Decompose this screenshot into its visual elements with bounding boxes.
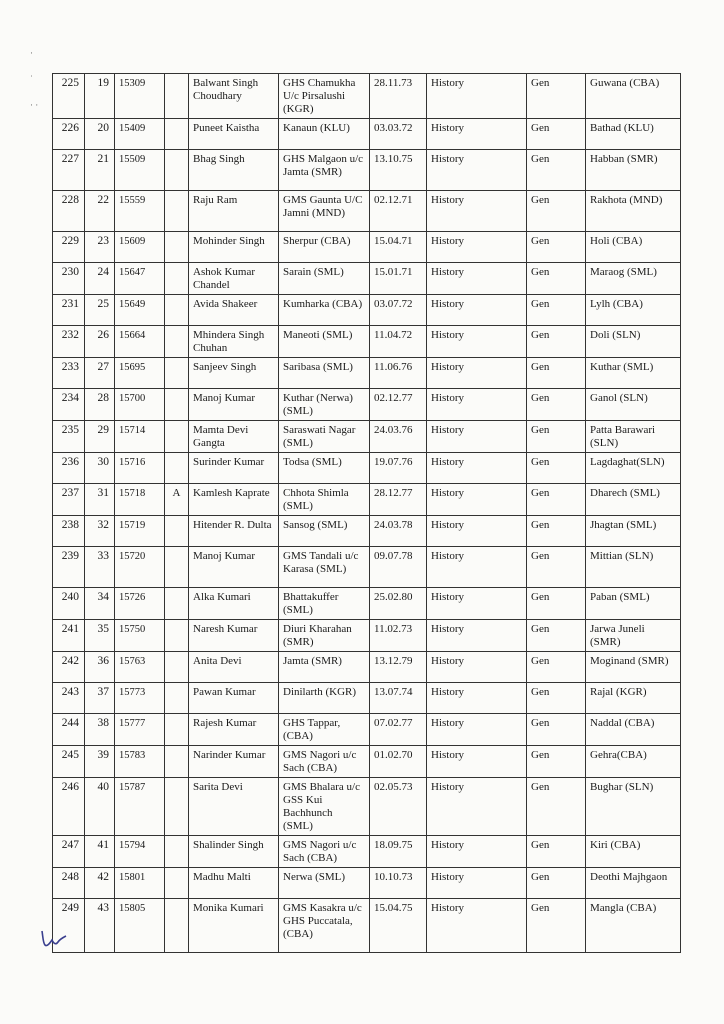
table-cell: Todsa (SML) xyxy=(279,453,370,484)
table-cell: History xyxy=(427,326,527,358)
table-cell: 15719 xyxy=(115,516,165,547)
table-cell: 244 xyxy=(53,714,85,746)
table-cell xyxy=(165,74,189,119)
table-cell: 26 xyxy=(85,326,115,358)
table-cell: Mohinder Singh xyxy=(189,232,279,263)
table-cell: 19.07.76 xyxy=(370,453,427,484)
table-row xyxy=(53,421,681,453)
table-cell: 39 xyxy=(85,746,115,778)
table-cell: 03.03.72 xyxy=(370,119,427,150)
table-cell: Kiri (CBA) xyxy=(586,836,681,868)
signature-mark xyxy=(38,925,68,949)
table-cell: Ganol (SLN) xyxy=(586,389,681,421)
table-cell: Narinder Kumar xyxy=(189,746,279,778)
table-cell: Kuthar (SML) xyxy=(586,358,681,389)
table-cell: Raju Ram xyxy=(189,191,279,232)
table-cell: 34 xyxy=(85,588,115,620)
table-row xyxy=(53,652,681,683)
table-cell: 15720 xyxy=(115,547,165,588)
margin-marks xyxy=(30,40,38,118)
table-cell xyxy=(165,683,189,714)
table-cell: Gen xyxy=(527,389,586,421)
table-cell: History xyxy=(427,714,527,746)
table-cell: History xyxy=(427,652,527,683)
table-cell: History xyxy=(427,119,527,150)
table-row xyxy=(53,746,681,778)
table-cell: 234 xyxy=(53,389,85,421)
table-cell: 15777 xyxy=(115,714,165,746)
table-cell xyxy=(165,326,189,358)
table-row xyxy=(53,868,681,899)
table-cell: 02.12.77 xyxy=(370,389,427,421)
table-cell: 15559 xyxy=(115,191,165,232)
table-cell: 21 xyxy=(85,150,115,191)
table-cell: 41 xyxy=(85,836,115,868)
table-row xyxy=(53,74,681,119)
table-cell: Gen xyxy=(527,547,586,588)
table-cell xyxy=(165,295,189,326)
table-cell: Jamta (SMR) xyxy=(279,652,370,683)
table-cell: 15783 xyxy=(115,746,165,778)
table-cell: Jhagtan (SML) xyxy=(586,516,681,547)
table-cell: Gen xyxy=(527,191,586,232)
table-cell: Saribasa (SML) xyxy=(279,358,370,389)
table-row xyxy=(53,547,681,588)
table-cell: Gen xyxy=(527,295,586,326)
table-cell xyxy=(165,453,189,484)
table-cell: Sarain (SML) xyxy=(279,263,370,295)
table-cell: Gen xyxy=(527,746,586,778)
table-cell: 246 xyxy=(53,778,85,836)
table-row xyxy=(53,453,681,484)
table-row xyxy=(53,295,681,326)
table-cell xyxy=(165,652,189,683)
table-cell: Moginand (SMR) xyxy=(586,652,681,683)
table-cell: 32 xyxy=(85,516,115,547)
table-cell: History xyxy=(427,778,527,836)
table-cell: 11.04.72 xyxy=(370,326,427,358)
table-cell: Kamlesh Kaprate xyxy=(189,484,279,516)
table-cell: Bhag Singh xyxy=(189,150,279,191)
table-row xyxy=(53,232,681,263)
table-cell: Mangla (CBA) xyxy=(586,899,681,953)
table-cell: 30 xyxy=(85,453,115,484)
table-cell: Diuri Kharahan (SMR) xyxy=(279,620,370,652)
table-cell: 15409 xyxy=(115,119,165,150)
table-cell: 232 xyxy=(53,326,85,358)
table-cell: Gen xyxy=(527,119,586,150)
table-cell: 238 xyxy=(53,516,85,547)
table-cell: Sherpur (CBA) xyxy=(279,232,370,263)
table-cell: Gen xyxy=(527,778,586,836)
table-cell: 15718 xyxy=(115,484,165,516)
table-cell: History xyxy=(427,484,527,516)
table-cell: 02.05.73 xyxy=(370,778,427,836)
table-cell: 15801 xyxy=(115,868,165,899)
table-cell: 13.07.74 xyxy=(370,683,427,714)
table-body xyxy=(53,74,681,953)
table-cell: 15794 xyxy=(115,836,165,868)
table-cell: 22 xyxy=(85,191,115,232)
table-cell: Paban (SML) xyxy=(586,588,681,620)
table-cell: Manoj Kumar xyxy=(189,389,279,421)
table-cell: 227 xyxy=(53,150,85,191)
table-cell: History xyxy=(427,620,527,652)
table-cell: Sansog (SML) xyxy=(279,516,370,547)
table-cell: History xyxy=(427,547,527,588)
table-cell: 15726 xyxy=(115,588,165,620)
table-cell: Kuthar (Nerwa) (SML) xyxy=(279,389,370,421)
table-cell: Lylh (CBA) xyxy=(586,295,681,326)
table-cell: GMS Nagori u/c Sach (CBA) xyxy=(279,836,370,868)
table-cell: Gen xyxy=(527,652,586,683)
table-cell xyxy=(165,389,189,421)
table-cell xyxy=(165,150,189,191)
table-cell xyxy=(165,191,189,232)
table-cell: Hitender R. Dulta xyxy=(189,516,279,547)
table-cell: 35 xyxy=(85,620,115,652)
table-cell: Gen xyxy=(527,588,586,620)
table-cell: 15609 xyxy=(115,232,165,263)
table-cell: History xyxy=(427,453,527,484)
table-cell: Shalinder Singh xyxy=(189,836,279,868)
table-cell: History xyxy=(427,74,527,119)
table-row xyxy=(53,263,681,295)
table-cell: 13.10.75 xyxy=(370,150,427,191)
table-row xyxy=(53,899,681,953)
table-cell: Habban (SMR) xyxy=(586,150,681,191)
table-cell: 28.12.77 xyxy=(370,484,427,516)
table-cell: History xyxy=(427,746,527,778)
table-cell: 233 xyxy=(53,358,85,389)
table-cell: 229 xyxy=(53,232,85,263)
table-cell: 42 xyxy=(85,868,115,899)
table-cell: GMS Bhalara u/c GSS Kui Bachhunch (SML) xyxy=(279,778,370,836)
table-cell xyxy=(165,232,189,263)
table-cell: Rakhota (MND) xyxy=(586,191,681,232)
table-cell: 15664 xyxy=(115,326,165,358)
table-cell: Avida Shakeer xyxy=(189,295,279,326)
table-cell: Gen xyxy=(527,899,586,953)
table-cell: 27 xyxy=(85,358,115,389)
table-cell: Mhindera Singh Chuhan xyxy=(189,326,279,358)
table-cell: Gen xyxy=(527,714,586,746)
table-cell: History xyxy=(427,899,527,953)
table-cell: Saraswati Nagar (SML) xyxy=(279,421,370,453)
table-cell xyxy=(165,588,189,620)
table-cell: 15649 xyxy=(115,295,165,326)
margin-mark: ˙ xyxy=(30,74,33,84)
table-cell: Gen xyxy=(527,150,586,191)
table-cell: 11.02.73 xyxy=(370,620,427,652)
table-cell: 231 xyxy=(53,295,85,326)
table-cell: 13.12.79 xyxy=(370,652,427,683)
table-cell: Mittian (SLN) xyxy=(586,547,681,588)
table-cell: 25 xyxy=(85,295,115,326)
table-row xyxy=(53,326,681,358)
table-cell: Surinder Kumar xyxy=(189,453,279,484)
table-cell: History xyxy=(427,150,527,191)
table-row xyxy=(53,484,681,516)
table-cell: Gen xyxy=(527,232,586,263)
table-cell: History xyxy=(427,295,527,326)
table-cell: 15763 xyxy=(115,652,165,683)
table-cell: 24.03.76 xyxy=(370,421,427,453)
table-cell: Nerwa (SML) xyxy=(279,868,370,899)
table-cell: Manoj Kumar xyxy=(189,547,279,588)
table-cell: 20 xyxy=(85,119,115,150)
table-cell: Mamta Devi Gangta xyxy=(189,421,279,453)
table-cell: 37 xyxy=(85,683,115,714)
table-cell: GMS Gaunta U/C Jamni (MND) xyxy=(279,191,370,232)
table-cell: Gen xyxy=(527,620,586,652)
table-cell: 19 xyxy=(85,74,115,119)
table-cell: 02.12.71 xyxy=(370,191,427,232)
table-cell: Jarwa Juneli (SMR) xyxy=(586,620,681,652)
table-cell: History xyxy=(427,358,527,389)
table-row xyxy=(53,683,681,714)
table-cell: Naddal (CBA) xyxy=(586,714,681,746)
table-cell: GHS Malgaon u/c Jamta (SMR) xyxy=(279,150,370,191)
table-cell: History xyxy=(427,421,527,453)
table-cell: Alka Kumari xyxy=(189,588,279,620)
table-cell: Pawan Kumar xyxy=(189,683,279,714)
table-cell xyxy=(165,516,189,547)
table-cell: 36 xyxy=(85,652,115,683)
table-row xyxy=(53,389,681,421)
table-cell: History xyxy=(427,232,527,263)
table-cell: 15647 xyxy=(115,263,165,295)
table-cell: Gen xyxy=(527,868,586,899)
margin-mark: · · xyxy=(30,100,39,110)
table-cell: GMS Kasakra u/c GHS Puccatala, (CBA) xyxy=(279,899,370,953)
table-cell xyxy=(165,836,189,868)
table-cell: GMS Tandali u/c Karasa (SML) xyxy=(279,547,370,588)
table-cell xyxy=(165,746,189,778)
table-cell: A xyxy=(165,484,189,516)
table-cell: Anita Devi xyxy=(189,652,279,683)
table-cell: Gehra(CBA) xyxy=(586,746,681,778)
table-cell: 226 xyxy=(53,119,85,150)
table-cell: Patta Barawari (SLN) xyxy=(586,421,681,453)
table-cell: 245 xyxy=(53,746,85,778)
table-cell: 248 xyxy=(53,868,85,899)
table-cell: Lagdaghat(SLN) xyxy=(586,453,681,484)
table-cell xyxy=(165,421,189,453)
table-cell: History xyxy=(427,263,527,295)
table-cell: History xyxy=(427,868,527,899)
table-cell: 33 xyxy=(85,547,115,588)
table-cell: History xyxy=(427,516,527,547)
margin-mark: · xyxy=(30,48,33,58)
table-cell: 247 xyxy=(53,836,85,868)
table-cell: Holi (CBA) xyxy=(586,232,681,263)
table-cell: 228 xyxy=(53,191,85,232)
table-cell: Bathad (KLU) xyxy=(586,119,681,150)
table-cell: Dinilarth (KGR) xyxy=(279,683,370,714)
table-cell: Kanaun (KLU) xyxy=(279,119,370,150)
table-cell: Gen xyxy=(527,516,586,547)
table-cell: Gen xyxy=(527,263,586,295)
table-cell: History xyxy=(427,836,527,868)
table-cell: 23 xyxy=(85,232,115,263)
table-cell: 249 xyxy=(53,899,85,953)
table-cell: 38 xyxy=(85,714,115,746)
table-cell: 24 xyxy=(85,263,115,295)
table-row xyxy=(53,588,681,620)
table-cell: 15716 xyxy=(115,453,165,484)
table-cell: 15695 xyxy=(115,358,165,389)
table-cell: 237 xyxy=(53,484,85,516)
table-cell: 15509 xyxy=(115,150,165,191)
table-cell: Rajesh Kumar xyxy=(189,714,279,746)
table-cell: Monika Kumari xyxy=(189,899,279,953)
table-cell: 15.04.71 xyxy=(370,232,427,263)
table-row xyxy=(53,714,681,746)
table-cell: 15773 xyxy=(115,683,165,714)
table-cell: Gen xyxy=(527,836,586,868)
table-cell: 15714 xyxy=(115,421,165,453)
table-cell: Doli (SLN) xyxy=(586,326,681,358)
table-row xyxy=(53,516,681,547)
table-cell: 240 xyxy=(53,588,85,620)
table-cell: GHS Chamukha U/c Pirsalushi (KGR) xyxy=(279,74,370,119)
table-cell: 10.10.73 xyxy=(370,868,427,899)
table-cell: 15309 xyxy=(115,74,165,119)
table-cell: GMS Nagori u/c Sach (CBA) xyxy=(279,746,370,778)
table-cell: Gen xyxy=(527,74,586,119)
table-cell: Gen xyxy=(527,683,586,714)
table-cell: Maneoti (SML) xyxy=(279,326,370,358)
table-cell: Gen xyxy=(527,358,586,389)
table-row xyxy=(53,119,681,150)
table-cell: History xyxy=(427,389,527,421)
table-cell: 07.02.77 xyxy=(370,714,427,746)
table-cell: 235 xyxy=(53,421,85,453)
table-cell: 09.07.78 xyxy=(370,547,427,588)
table-cell xyxy=(165,868,189,899)
table-cell: Guwana (CBA) xyxy=(586,74,681,119)
table-cell: 225 xyxy=(53,74,85,119)
table-cell: 40 xyxy=(85,778,115,836)
table-cell: Ashok Kumar Chandel xyxy=(189,263,279,295)
table-cell: 43 xyxy=(85,899,115,953)
table-cell: 241 xyxy=(53,620,85,652)
table-cell: 15.04.75 xyxy=(370,899,427,953)
table-cell: Sarita Devi xyxy=(189,778,279,836)
table-row xyxy=(53,150,681,191)
table-row xyxy=(53,836,681,868)
table-row xyxy=(53,191,681,232)
table-cell: Dharech (SML) xyxy=(586,484,681,516)
table-cell: Madhu Malti xyxy=(189,868,279,899)
table-cell: Gen xyxy=(527,453,586,484)
table-cell: Chhota Shimla (SML) xyxy=(279,484,370,516)
table-cell: 18.09.75 xyxy=(370,836,427,868)
table-cell: Sanjeev Singh xyxy=(189,358,279,389)
table-cell xyxy=(165,714,189,746)
table-cell: 31 xyxy=(85,484,115,516)
table-cell: Rajal (KGR) xyxy=(586,683,681,714)
table-cell: Naresh Kumar xyxy=(189,620,279,652)
table-cell xyxy=(165,119,189,150)
table-cell: 15.01.71 xyxy=(370,263,427,295)
table-cell: 24.03.78 xyxy=(370,516,427,547)
table-cell: 243 xyxy=(53,683,85,714)
table-row xyxy=(53,778,681,836)
table-cell: Deothi Majhgaon xyxy=(586,868,681,899)
table-cell: 01.02.70 xyxy=(370,746,427,778)
table-cell: 230 xyxy=(53,263,85,295)
table-cell: History xyxy=(427,683,527,714)
table-cell: Maraog (SML) xyxy=(586,263,681,295)
table-cell xyxy=(165,263,189,295)
table-cell: 15805 xyxy=(115,899,165,953)
table-row xyxy=(53,358,681,389)
table-cell: 28 xyxy=(85,389,115,421)
table-cell: 25.02.80 xyxy=(370,588,427,620)
table-cell: 15700 xyxy=(115,389,165,421)
table-cell: 236 xyxy=(53,453,85,484)
table-cell: Bhattakuffer (SML) xyxy=(279,588,370,620)
table-cell: Kumharka (CBA) xyxy=(279,295,370,326)
table-cell xyxy=(165,899,189,953)
table-cell: Gen xyxy=(527,484,586,516)
teacher-list-table xyxy=(52,73,681,953)
table-cell: 03.07.72 xyxy=(370,295,427,326)
table-cell: 15787 xyxy=(115,778,165,836)
table-cell: 239 xyxy=(53,547,85,588)
table-cell: 29 xyxy=(85,421,115,453)
table-cell: 11.06.76 xyxy=(370,358,427,389)
table-cell: Gen xyxy=(527,421,586,453)
table-cell: 15750 xyxy=(115,620,165,652)
table-cell: GHS Tappar, (CBA) xyxy=(279,714,370,746)
table-cell: 28.11.73 xyxy=(370,74,427,119)
table-cell: 242 xyxy=(53,652,85,683)
table-cell: History xyxy=(427,588,527,620)
table-cell xyxy=(165,778,189,836)
table-cell xyxy=(165,547,189,588)
table-cell: Puneet Kaistha xyxy=(189,119,279,150)
table-cell xyxy=(165,620,189,652)
table-cell: History xyxy=(427,191,527,232)
table-cell: Bughar (SLN) xyxy=(586,778,681,836)
table-cell xyxy=(165,358,189,389)
table-cell: Balwant Singh Choudhary xyxy=(189,74,279,119)
table-cell: Gen xyxy=(527,326,586,358)
table-row xyxy=(53,620,681,652)
